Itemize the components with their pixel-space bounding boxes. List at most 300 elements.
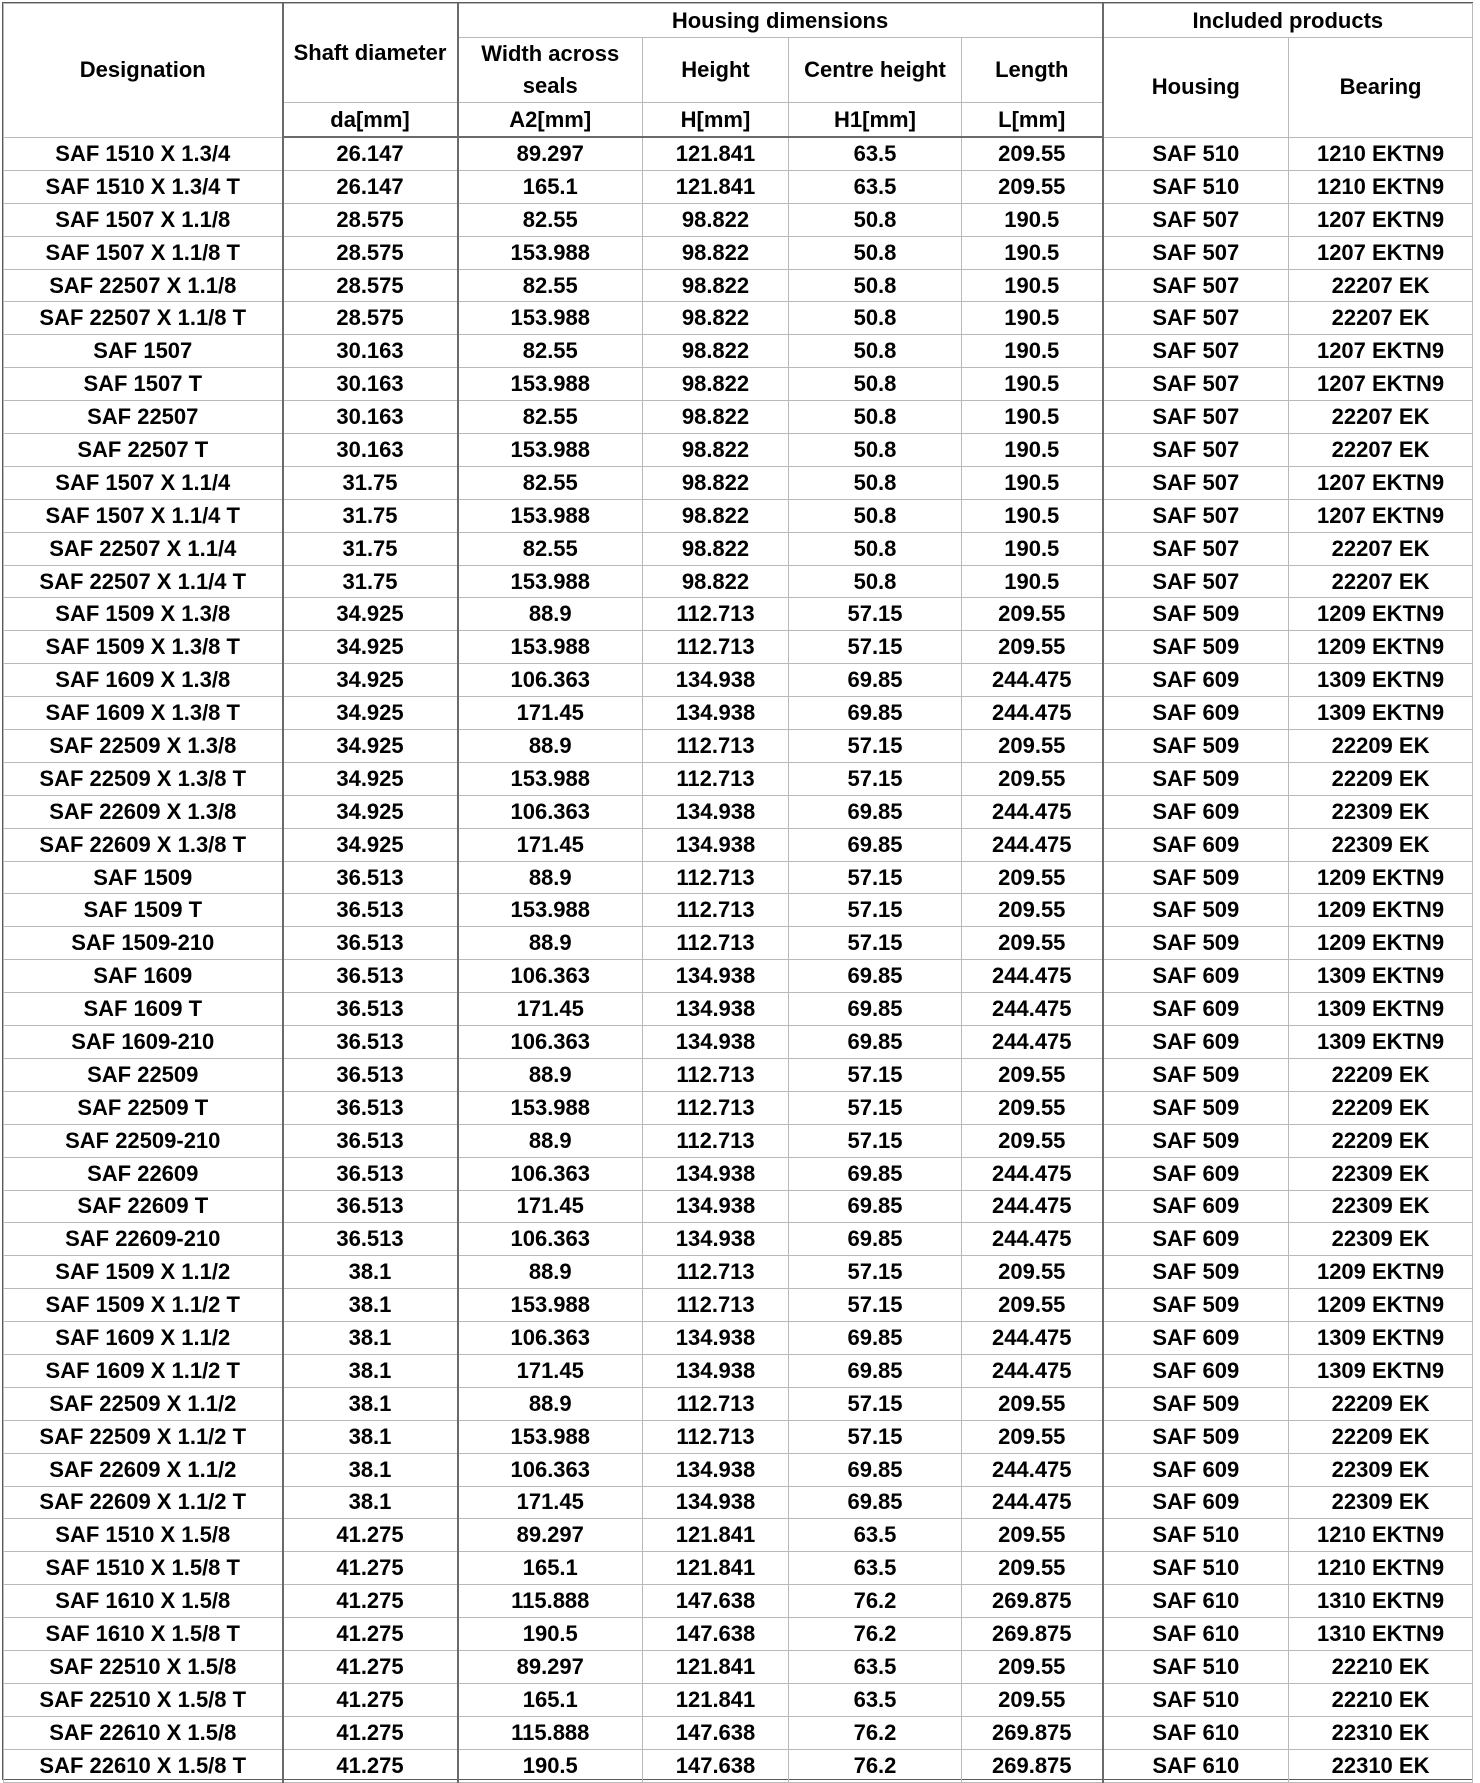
cell-centre-height: 76.2	[789, 1749, 962, 1782]
cell-bearing: 22209 EK	[1289, 1124, 1473, 1157]
cell-bearing: 1309 EKTN9	[1289, 960, 1473, 993]
cell-shaft-diameter: 38.1	[283, 1289, 458, 1322]
cell-width-across-seals: 153.988	[458, 1420, 643, 1453]
cell-length: 269.875	[962, 1585, 1103, 1618]
cell-bearing: 1209 EKTN9	[1289, 631, 1473, 664]
cell-height: 112.713	[643, 1058, 789, 1091]
cell-housing: SAF 509	[1103, 730, 1289, 763]
cell-shaft-diameter: 36.513	[283, 1026, 458, 1059]
table-row	[4, 1289, 1473, 1322]
cell-bearing: 1309 EKTN9	[1289, 1322, 1473, 1355]
cell-designation: SAF 1509 X 1.3/8	[4, 598, 283, 631]
cell-centre-height: 69.85	[789, 1486, 962, 1519]
cell-centre-height: 69.85	[789, 1157, 962, 1190]
table-row	[4, 1026, 1473, 1059]
cell-width-across-seals: 88.9	[458, 1058, 643, 1091]
cell-housing: SAF 507	[1103, 532, 1289, 565]
cell-designation: SAF 1609 X 1.3/8 T	[4, 697, 283, 730]
cell-designation: SAF 1507 T	[4, 368, 283, 401]
cell-bearing: 22210 EK	[1289, 1650, 1473, 1683]
cell-housing: SAF 609	[1103, 993, 1289, 1026]
cell-height: 112.713	[643, 861, 789, 894]
header-width-across-seals: Width across seals	[458, 38, 643, 103]
cell-centre-height: 63.5	[789, 1683, 962, 1716]
cell-centre-height: 63.5	[789, 137, 962, 170]
unit-h1: H1[mm]	[789, 103, 962, 138]
cell-centre-height: 57.15	[789, 1387, 962, 1420]
cell-shaft-diameter: 26.147	[283, 137, 458, 170]
cell-length: 209.55	[962, 598, 1103, 631]
cell-centre-height: 69.85	[789, 1026, 962, 1059]
cell-width-across-seals: 153.988	[458, 499, 643, 532]
cell-width-across-seals: 171.45	[458, 993, 643, 1026]
cell-bearing: 22309 EK	[1289, 1486, 1473, 1519]
cell-centre-height: 76.2	[789, 1585, 962, 1618]
cell-shaft-diameter: 34.925	[283, 631, 458, 664]
table-row	[4, 302, 1473, 335]
cell-housing: SAF 507	[1103, 565, 1289, 598]
cell-designation: SAF 1507 X 1.1/4 T	[4, 499, 283, 532]
cell-width-across-seals: 82.55	[458, 203, 643, 236]
cell-width-across-seals: 153.988	[458, 236, 643, 269]
cell-height: 134.938	[643, 1486, 789, 1519]
table-row	[4, 1223, 1473, 1256]
cell-height: 134.938	[643, 697, 789, 730]
cell-housing: SAF 507	[1103, 401, 1289, 434]
cell-length: 190.5	[962, 565, 1103, 598]
cell-width-across-seals: 153.988	[458, 368, 643, 401]
cell-height: 98.822	[643, 434, 789, 467]
cell-shaft-diameter: 30.163	[283, 401, 458, 434]
cell-designation: SAF 1609 X 1.1/2	[4, 1322, 283, 1355]
cell-bearing: 1207 EKTN9	[1289, 335, 1473, 368]
cell-centre-height: 50.8	[789, 302, 962, 335]
cell-centre-height: 50.8	[789, 203, 962, 236]
cell-shaft-diameter: 36.513	[283, 993, 458, 1026]
table-row	[4, 1749, 1473, 1782]
cell-housing: SAF 509	[1103, 1091, 1289, 1124]
cell-bearing: 22310 EK	[1289, 1749, 1473, 1782]
cell-bearing: 22309 EK	[1289, 795, 1473, 828]
cell-housing: SAF 509	[1103, 631, 1289, 664]
cell-height: 147.638	[643, 1585, 789, 1618]
cell-height: 98.822	[643, 368, 789, 401]
table-row	[4, 631, 1473, 664]
cell-designation: SAF 22609 X 1.3/8	[4, 795, 283, 828]
cell-housing: SAF 509	[1103, 927, 1289, 960]
cell-shaft-diameter: 36.513	[283, 1058, 458, 1091]
cell-height: 121.841	[643, 1650, 789, 1683]
cell-centre-height: 57.15	[789, 861, 962, 894]
cell-height: 121.841	[643, 1519, 789, 1552]
cell-length: 209.55	[962, 1387, 1103, 1420]
cell-bearing: 1209 EKTN9	[1289, 1256, 1473, 1289]
cell-shaft-diameter: 28.575	[283, 236, 458, 269]
cell-centre-height: 57.15	[789, 1058, 962, 1091]
cell-centre-height: 50.8	[789, 368, 962, 401]
cell-designation: SAF 22507 X 1.1/8 T	[4, 302, 283, 335]
cell-height: 121.841	[643, 1683, 789, 1716]
cell-bearing: 1209 EKTN9	[1289, 1289, 1473, 1322]
header-housing: Housing	[1103, 38, 1289, 138]
table-row	[4, 1124, 1473, 1157]
cell-length: 269.875	[962, 1749, 1103, 1782]
cell-bearing: 22207 EK	[1289, 401, 1473, 434]
table-row	[4, 1387, 1473, 1420]
cell-centre-height: 63.5	[789, 170, 962, 203]
cell-housing: SAF 509	[1103, 1124, 1289, 1157]
cell-designation: SAF 1609 X 1.3/8	[4, 664, 283, 697]
table-row	[4, 1354, 1473, 1387]
table-row	[4, 697, 1473, 730]
cell-length: 190.5	[962, 532, 1103, 565]
cell-designation: SAF 1610 X 1.5/8	[4, 1585, 283, 1618]
cell-bearing: 1207 EKTN9	[1289, 499, 1473, 532]
cell-length: 209.55	[962, 762, 1103, 795]
cell-shaft-diameter: 36.513	[283, 1091, 458, 1124]
cell-shaft-diameter: 41.275	[283, 1749, 458, 1782]
cell-bearing: 1309 EKTN9	[1289, 697, 1473, 730]
cell-bearing: 1209 EKTN9	[1289, 861, 1473, 894]
cell-height: 134.938	[643, 1223, 789, 1256]
cell-centre-height: 50.8	[789, 335, 962, 368]
cell-width-across-seals: 106.363	[458, 1157, 643, 1190]
table-row	[4, 1716, 1473, 1749]
cell-designation: SAF 22507 T	[4, 434, 283, 467]
cell-designation: SAF 1509 X 1.1/2 T	[4, 1289, 283, 1322]
cell-length: 190.5	[962, 368, 1103, 401]
cell-bearing: 1210 EKTN9	[1289, 1552, 1473, 1585]
cell-width-across-seals: 82.55	[458, 401, 643, 434]
cell-designation: SAF 22509 X 1.3/8	[4, 730, 283, 763]
cell-housing: SAF 609	[1103, 1486, 1289, 1519]
cell-centre-height: 57.15	[789, 730, 962, 763]
cell-housing: SAF 510	[1103, 1552, 1289, 1585]
cell-shaft-diameter: 34.925	[283, 828, 458, 861]
cell-length: 244.475	[962, 1486, 1103, 1519]
table-row	[4, 269, 1473, 302]
data-sheet	[2, 2, 1473, 1780]
cell-height: 147.638	[643, 1618, 789, 1651]
cell-width-across-seals: 88.9	[458, 1387, 643, 1420]
header-included-products: Included products	[1103, 4, 1473, 38]
cell-bearing: 1309 EKTN9	[1289, 664, 1473, 697]
cell-length: 244.475	[962, 960, 1103, 993]
cell-housing: SAF 507	[1103, 466, 1289, 499]
cell-length: 244.475	[962, 993, 1103, 1026]
table-body	[4, 137, 1473, 1782]
cell-centre-height: 57.15	[789, 631, 962, 664]
cell-width-across-seals: 153.988	[458, 894, 643, 927]
cell-shaft-diameter: 38.1	[283, 1322, 458, 1355]
cell-height: 98.822	[643, 302, 789, 335]
cell-shaft-diameter: 28.575	[283, 302, 458, 335]
cell-bearing: 22209 EK	[1289, 1058, 1473, 1091]
cell-designation: SAF 1507 X 1.1/8	[4, 203, 283, 236]
cell-height: 112.713	[643, 1256, 789, 1289]
cell-bearing: 22209 EK	[1289, 1091, 1473, 1124]
cell-width-across-seals: 153.988	[458, 1289, 643, 1322]
cell-width-across-seals: 106.363	[458, 1223, 643, 1256]
cell-designation: SAF 1509	[4, 861, 283, 894]
cell-length: 209.55	[962, 1552, 1103, 1585]
cell-height: 98.822	[643, 466, 789, 499]
cell-shaft-diameter: 36.513	[283, 1190, 458, 1223]
cell-designation: SAF 22609 X 1.3/8 T	[4, 828, 283, 861]
table-row	[4, 1683, 1473, 1716]
cell-length: 190.5	[962, 401, 1103, 434]
cell-centre-height: 76.2	[789, 1618, 962, 1651]
cell-height: 134.938	[643, 1354, 789, 1387]
cell-housing: SAF 509	[1103, 1387, 1289, 1420]
cell-shaft-diameter: 41.275	[283, 1552, 458, 1585]
cell-height: 121.841	[643, 1552, 789, 1585]
cell-length: 244.475	[962, 828, 1103, 861]
cell-housing: SAF 610	[1103, 1716, 1289, 1749]
cell-housing: SAF 510	[1103, 1650, 1289, 1683]
cell-centre-height: 50.8	[789, 269, 962, 302]
cell-housing: SAF 507	[1103, 499, 1289, 532]
cell-shaft-diameter: 28.575	[283, 203, 458, 236]
cell-width-across-seals: 106.363	[458, 1322, 643, 1355]
cell-shaft-diameter: 34.925	[283, 664, 458, 697]
cell-length: 209.55	[962, 861, 1103, 894]
cell-housing: SAF 509	[1103, 861, 1289, 894]
cell-centre-height: 50.8	[789, 434, 962, 467]
cell-length: 209.55	[962, 1519, 1103, 1552]
cell-height: 134.938	[643, 1453, 789, 1486]
cell-housing: SAF 609	[1103, 1223, 1289, 1256]
table-row	[4, 993, 1473, 1026]
cell-shaft-diameter: 34.925	[283, 730, 458, 763]
table-row	[4, 1256, 1473, 1289]
table-row	[4, 927, 1473, 960]
cell-length: 209.55	[962, 1091, 1103, 1124]
table-row	[4, 1157, 1473, 1190]
cell-shaft-diameter: 34.925	[283, 762, 458, 795]
cell-length: 269.875	[962, 1716, 1103, 1749]
cell-length: 269.875	[962, 1618, 1103, 1651]
header-bearing: Bearing	[1289, 38, 1473, 138]
cell-designation: SAF 22510 X 1.5/8	[4, 1650, 283, 1683]
cell-length: 209.55	[962, 1289, 1103, 1322]
cell-centre-height: 69.85	[789, 1453, 962, 1486]
cell-shaft-diameter: 31.75	[283, 532, 458, 565]
cell-shaft-diameter: 41.275	[283, 1716, 458, 1749]
cell-shaft-diameter: 36.513	[283, 960, 458, 993]
cell-width-across-seals: 106.363	[458, 1453, 643, 1486]
cell-shaft-diameter: 38.1	[283, 1453, 458, 1486]
cell-length: 190.5	[962, 203, 1103, 236]
cell-designation: SAF 22507 X 1.1/4 T	[4, 565, 283, 598]
cell-bearing: 1309 EKTN9	[1289, 1354, 1473, 1387]
unit-h: H[mm]	[643, 103, 789, 138]
cell-width-across-seals: 82.55	[458, 269, 643, 302]
cell-bearing: 22207 EK	[1289, 269, 1473, 302]
cell-bearing: 1310 EKTN9	[1289, 1618, 1473, 1651]
cell-shaft-diameter: 34.925	[283, 697, 458, 730]
cell-centre-height: 63.5	[789, 1519, 962, 1552]
header-shaft-diameter: Shaft diameter	[283, 4, 458, 103]
cell-height: 98.822	[643, 269, 789, 302]
table-row	[4, 730, 1473, 763]
table-row	[4, 466, 1473, 499]
cell-bearing: 22207 EK	[1289, 532, 1473, 565]
table-row	[4, 664, 1473, 697]
cell-shaft-diameter: 41.275	[283, 1519, 458, 1552]
cell-centre-height: 50.8	[789, 499, 962, 532]
cell-centre-height: 50.8	[789, 565, 962, 598]
cell-housing: SAF 609	[1103, 828, 1289, 861]
cell-height: 112.713	[643, 730, 789, 763]
table-row	[4, 236, 1473, 269]
header-housing-dimensions: Housing dimensions	[458, 4, 1103, 38]
cell-width-across-seals: 115.888	[458, 1585, 643, 1618]
cell-width-across-seals: 88.9	[458, 927, 643, 960]
cell-designation: SAF 22610 X 1.5/8	[4, 1716, 283, 1749]
cell-bearing: 1310 EKTN9	[1289, 1585, 1473, 1618]
cell-height: 134.938	[643, 1322, 789, 1355]
product-table	[3, 3, 1473, 1783]
cell-designation: SAF 22507 X 1.1/4	[4, 532, 283, 565]
cell-bearing: 22209 EK	[1289, 1387, 1473, 1420]
cell-width-across-seals: 106.363	[458, 795, 643, 828]
cell-width-across-seals: 190.5	[458, 1749, 643, 1782]
cell-bearing: 1309 EKTN9	[1289, 1026, 1473, 1059]
cell-designation: SAF 1507 X 1.1/4	[4, 466, 283, 499]
table-row	[4, 762, 1473, 795]
cell-width-across-seals: 106.363	[458, 1026, 643, 1059]
cell-centre-height: 50.8	[789, 466, 962, 499]
cell-housing: SAF 609	[1103, 1453, 1289, 1486]
table-row	[4, 137, 1473, 170]
cell-housing: SAF 609	[1103, 1322, 1289, 1355]
table-row	[4, 1585, 1473, 1618]
table-row	[4, 828, 1473, 861]
cell-designation: SAF 22609	[4, 1157, 283, 1190]
cell-shaft-diameter: 38.1	[283, 1256, 458, 1289]
unit-l: L[mm]	[962, 103, 1103, 138]
cell-housing: SAF 610	[1103, 1585, 1289, 1618]
cell-housing: SAF 507	[1103, 269, 1289, 302]
header-designation: Designation	[4, 4, 283, 138]
cell-height: 112.713	[643, 1289, 789, 1322]
cell-height: 98.822	[643, 203, 789, 236]
cell-height: 147.638	[643, 1716, 789, 1749]
cell-length: 209.55	[962, 730, 1103, 763]
cell-length: 209.55	[962, 631, 1103, 664]
cell-centre-height: 63.5	[789, 1650, 962, 1683]
table-row	[4, 565, 1473, 598]
cell-width-across-seals: 153.988	[458, 302, 643, 335]
cell-bearing: 22207 EK	[1289, 302, 1473, 335]
cell-bearing: 1209 EKTN9	[1289, 927, 1473, 960]
cell-height: 112.713	[643, 894, 789, 927]
cell-length: 209.55	[962, 137, 1103, 170]
cell-housing: SAF 610	[1103, 1618, 1289, 1651]
cell-centre-height: 69.85	[789, 1190, 962, 1223]
cell-bearing: 22309 EK	[1289, 1223, 1473, 1256]
cell-length: 244.475	[962, 1223, 1103, 1256]
cell-centre-height: 50.8	[789, 236, 962, 269]
cell-width-across-seals: 88.9	[458, 598, 643, 631]
table-row	[4, 1519, 1473, 1552]
cell-centre-height: 76.2	[789, 1716, 962, 1749]
cell-shaft-diameter: 31.75	[283, 499, 458, 532]
cell-height: 134.938	[643, 828, 789, 861]
cell-centre-height: 57.15	[789, 927, 962, 960]
cell-height: 134.938	[643, 960, 789, 993]
cell-length: 190.5	[962, 499, 1103, 532]
cell-centre-height: 57.15	[789, 1420, 962, 1453]
table-row	[4, 203, 1473, 236]
cell-length: 244.475	[962, 1190, 1103, 1223]
cell-bearing: 22209 EK	[1289, 762, 1473, 795]
cell-bearing: 1209 EKTN9	[1289, 598, 1473, 631]
cell-height: 121.841	[643, 170, 789, 203]
cell-designation: SAF 22509 T	[4, 1091, 283, 1124]
cell-width-across-seals: 153.988	[458, 565, 643, 598]
cell-length: 190.5	[962, 335, 1103, 368]
cell-width-across-seals: 171.45	[458, 1354, 643, 1387]
table-row	[4, 795, 1473, 828]
cell-shaft-diameter: 34.925	[283, 598, 458, 631]
cell-width-across-seals: 153.988	[458, 434, 643, 467]
cell-shaft-diameter: 30.163	[283, 434, 458, 467]
header-length: Length	[962, 38, 1103, 103]
cell-width-across-seals: 190.5	[458, 1618, 643, 1651]
cell-designation: SAF 22609-210	[4, 1223, 283, 1256]
cell-height: 112.713	[643, 1420, 789, 1453]
cell-bearing: 1207 EKTN9	[1289, 203, 1473, 236]
cell-centre-height: 69.85	[789, 828, 962, 861]
cell-centre-height: 69.85	[789, 697, 962, 730]
cell-height: 98.822	[643, 565, 789, 598]
cell-bearing: 1309 EKTN9	[1289, 993, 1473, 1026]
cell-housing: SAF 510	[1103, 1683, 1289, 1716]
cell-shaft-diameter: 36.513	[283, 927, 458, 960]
cell-centre-height: 57.15	[789, 1256, 962, 1289]
cell-width-across-seals: 88.9	[458, 1124, 643, 1157]
cell-designation: SAF 22509 X 1.1/2	[4, 1387, 283, 1420]
cell-designation: SAF 1610 X 1.5/8 T	[4, 1618, 283, 1651]
cell-centre-height: 69.85	[789, 1354, 962, 1387]
cell-width-across-seals: 171.45	[458, 1190, 643, 1223]
cell-width-across-seals: 106.363	[458, 664, 643, 697]
cell-centre-height: 57.15	[789, 1289, 962, 1322]
cell-width-across-seals: 88.9	[458, 1256, 643, 1289]
cell-length: 244.475	[962, 1026, 1103, 1059]
cell-centre-height: 57.15	[789, 598, 962, 631]
cell-bearing: 1207 EKTN9	[1289, 368, 1473, 401]
cell-height: 147.638	[643, 1749, 789, 1782]
cell-width-across-seals: 82.55	[458, 532, 643, 565]
cell-width-across-seals: 153.988	[458, 631, 643, 664]
cell-shaft-diameter: 38.1	[283, 1387, 458, 1420]
table-row	[4, 532, 1473, 565]
cell-shaft-diameter: 41.275	[283, 1618, 458, 1651]
cell-length: 209.55	[962, 894, 1103, 927]
cell-shaft-diameter: 36.513	[283, 894, 458, 927]
cell-housing: SAF 509	[1103, 1058, 1289, 1091]
table-row	[4, 1552, 1473, 1585]
cell-shaft-diameter: 38.1	[283, 1420, 458, 1453]
cell-width-across-seals: 88.9	[458, 730, 643, 763]
cell-shaft-diameter: 31.75	[283, 565, 458, 598]
cell-width-across-seals: 115.888	[458, 1716, 643, 1749]
cell-housing: SAF 509	[1103, 1420, 1289, 1453]
cell-width-across-seals: 82.55	[458, 335, 643, 368]
